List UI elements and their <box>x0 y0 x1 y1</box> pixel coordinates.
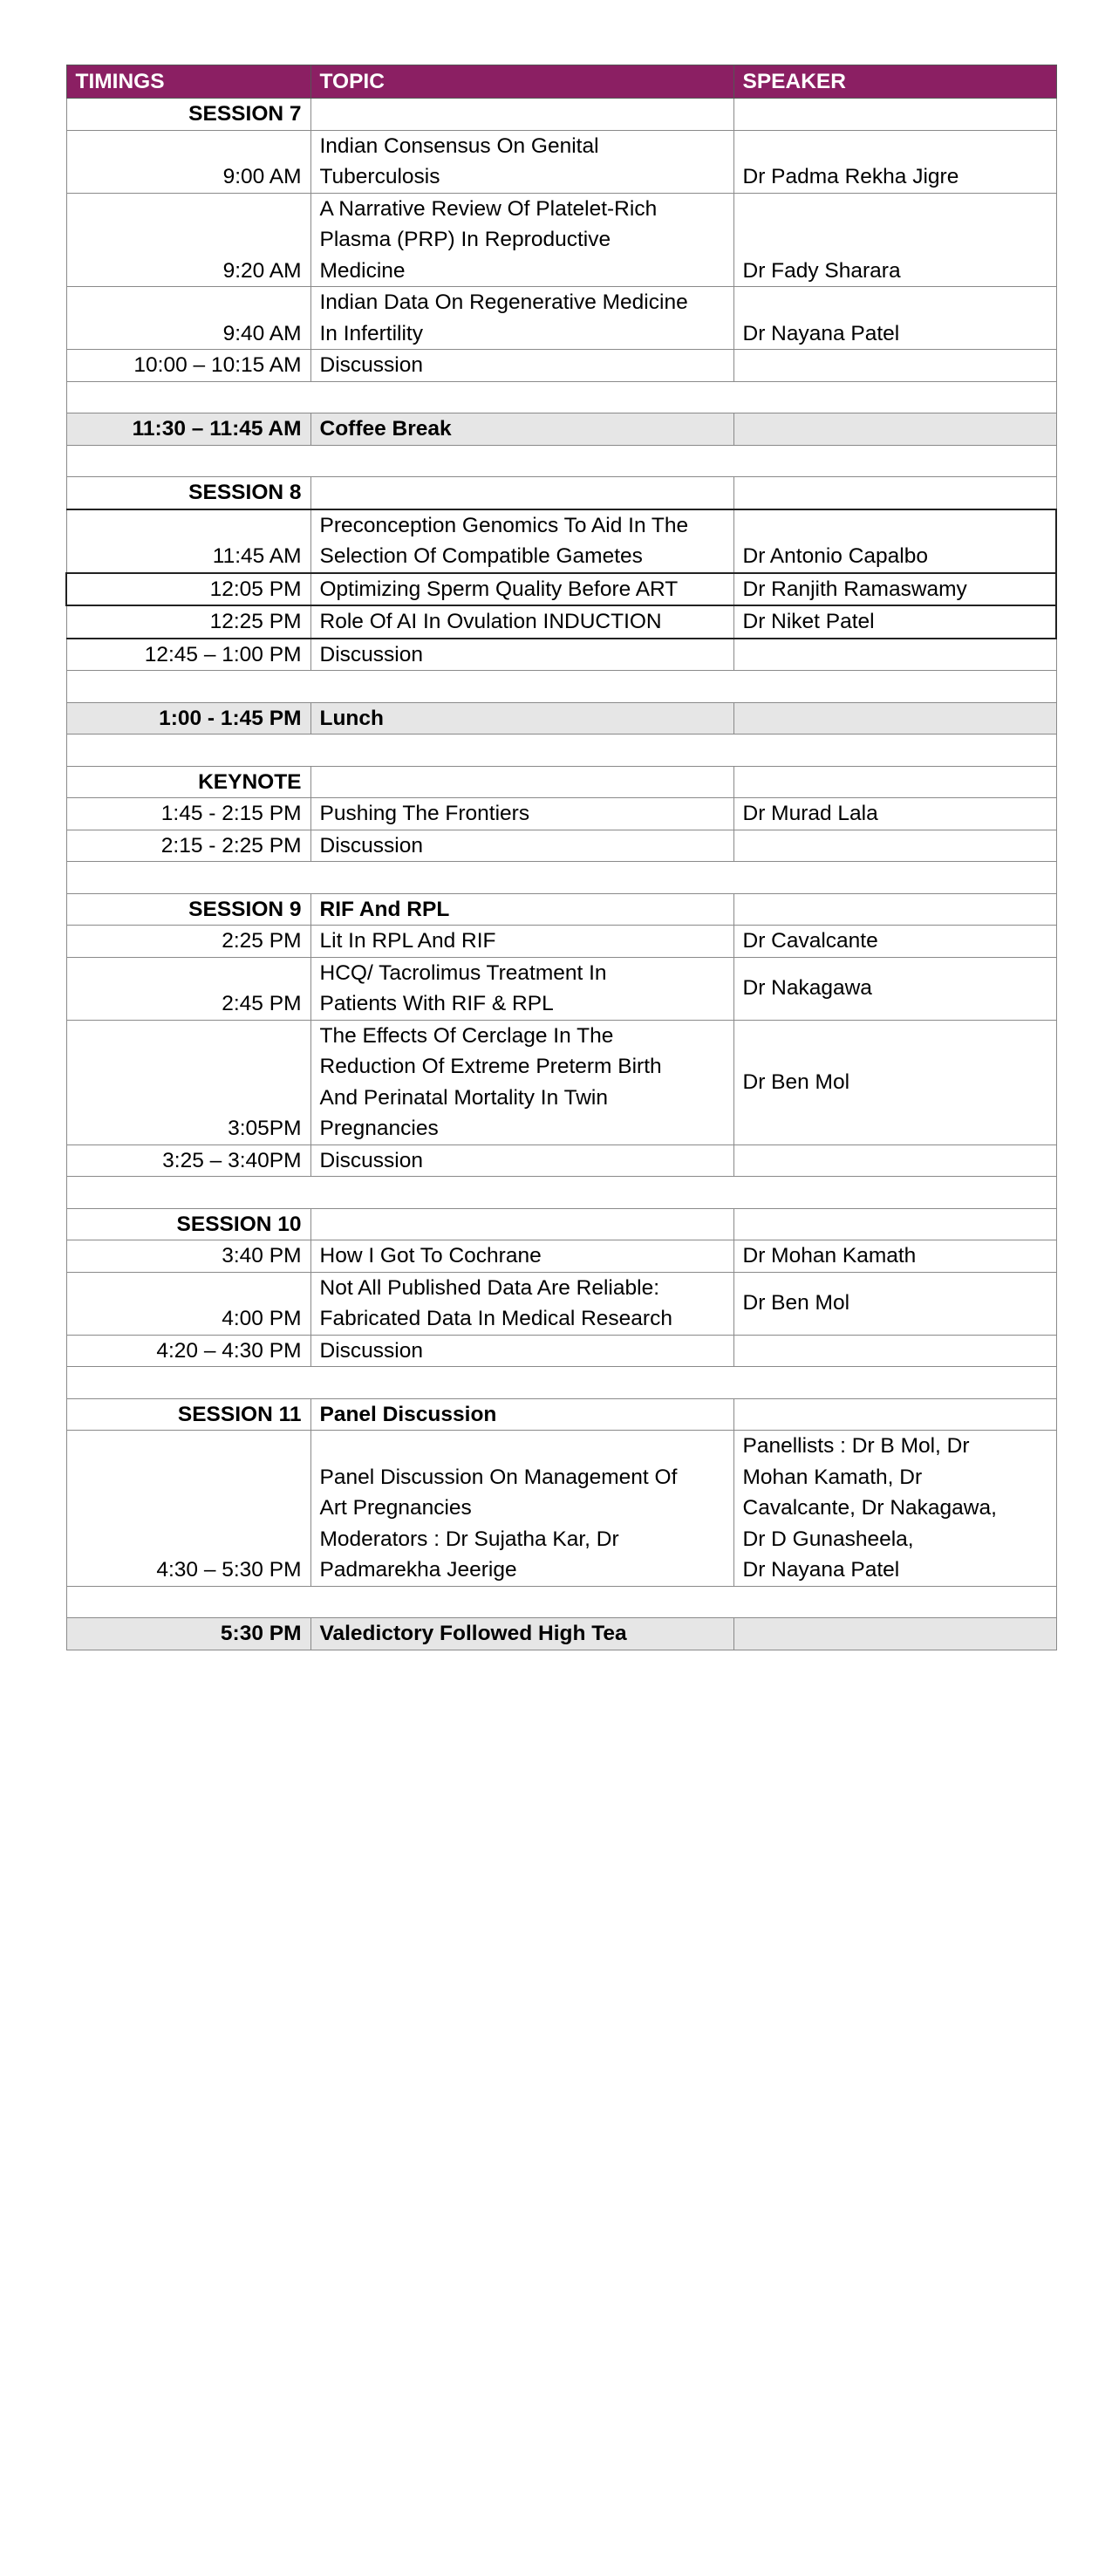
speaker-cell <box>733 1335 1056 1367</box>
topic-cell: Coffee Break <box>310 413 733 446</box>
table-row <box>66 798 1056 830</box>
table-row <box>66 1020 1056 1145</box>
topic-cell: Lunch <box>310 702 733 735</box>
table-row <box>66 287 1056 350</box>
time-cell: 2:15 - 2:25 PM <box>66 830 310 862</box>
time-cell: 9:00 AM <box>66 130 310 193</box>
speaker-line: Cavalcante, Dr Nakagawa, <box>742 1496 997 1520</box>
speaker-cell: Dr Nayana Patel <box>733 287 1056 350</box>
table-row <box>66 573 1056 606</box>
topic-line: Art Pregnancies <box>319 1496 472 1520</box>
time-cell: 9:20 AM <box>66 193 310 287</box>
header-row <box>66 65 1056 99</box>
speaker-cell <box>733 1145 1056 1177</box>
speaker-cell <box>733 639 1056 671</box>
session-speaker <box>733 1398 1056 1431</box>
topic-line: Fabricated Data In Medical Research <box>319 1307 672 1330</box>
topic-cell: Discussion <box>310 350 733 382</box>
table-row <box>66 509 1056 573</box>
time-cell: 3:25 – 3:40PM <box>66 1145 310 1177</box>
topic-cell <box>310 1431 733 1587</box>
topic-cell <box>310 509 733 573</box>
speaker-cell: Dr Ben Mol <box>733 1272 1056 1335</box>
table-row <box>66 350 1056 382</box>
spacer-row <box>66 735 1056 767</box>
table-row <box>66 1272 1056 1335</box>
topic-cell: Discussion <box>310 639 733 671</box>
table-row <box>66 1145 1056 1177</box>
time-cell: 5:30 PM <box>66 1618 310 1650</box>
topic-cell: Discussion <box>310 1145 733 1177</box>
speaker-cell: Dr Ben Mol <box>733 1020 1056 1145</box>
schedule-table <box>65 65 1057 1650</box>
speaker-line: Dr Nayana Patel <box>742 1558 900 1582</box>
time-cell: 12:05 PM <box>66 573 310 606</box>
topic-cell: How I Got To Cochrane <box>310 1240 733 1273</box>
topic-line: Plasma (PRP) In Reproductive <box>319 228 611 251</box>
topic-cell: Discussion <box>310 1335 733 1367</box>
topic-cell: Optimizing Sperm Quality Before ART <box>310 573 733 606</box>
topic-cell: Role Of AI In Ovulation INDUCTION <box>310 605 733 639</box>
time-cell: 12:25 PM <box>66 605 310 639</box>
header-speaker: SPEAKER <box>733 65 1056 99</box>
topic-line: Patients With RIF & RPL <box>319 992 554 1015</box>
speaker-cell: Dr Nakagawa <box>733 957 1056 1020</box>
topic-cell: Valedictory Followed High Tea <box>310 1618 733 1650</box>
table-row <box>66 639 1056 671</box>
topic-line: Reduction Of Extreme Preterm Birth <box>319 1055 662 1078</box>
spacer-cell <box>66 671 1056 703</box>
header-timings: TIMINGS <box>66 65 310 99</box>
session-label: SESSION 10 <box>66 1208 310 1240</box>
speaker-cell: Dr Cavalcante <box>733 926 1056 958</box>
table-row <box>66 130 1056 193</box>
speaker-line: Mohan Kamath, Dr <box>742 1465 923 1489</box>
session-11-header <box>66 1398 1056 1431</box>
topic-cell <box>310 1020 733 1145</box>
table-row <box>66 957 1056 1020</box>
topic-line: HCQ/ Tacrolimus Treatment In <box>319 960 607 985</box>
table-row <box>66 605 1056 639</box>
session-9-header <box>66 893 1056 926</box>
topic-line: Indian Consensus On Genital <box>319 133 599 158</box>
table-row <box>66 926 1056 958</box>
time-cell: 9:40 AM <box>66 287 310 350</box>
time-cell: 1:00 - 1:45 PM <box>66 702 310 735</box>
session-title: RIF And RPL <box>310 893 733 926</box>
speaker-cell: Dr Antonio Capalbo <box>733 509 1056 573</box>
time-cell: 11:30 – 11:45 AM <box>66 413 310 446</box>
topic-cell <box>310 1272 733 1335</box>
speaker-cell <box>733 830 1056 862</box>
spacer-row <box>66 381 1056 413</box>
topic-line: And Perinatal Mortality In Twin <box>319 1085 608 1110</box>
speaker-cell: Dr Padma Rekha Jigre <box>733 130 1056 193</box>
time-cell: 12:45 – 1:00 PM <box>66 639 310 671</box>
speaker-cell: Dr Mohan Kamath <box>733 1240 1056 1273</box>
session-title <box>310 1208 733 1240</box>
topic-cell <box>310 193 733 287</box>
spacer-cell <box>66 1367 1056 1399</box>
keynote-header <box>66 766 1056 798</box>
speaker-cell <box>733 1431 1056 1587</box>
session-title <box>310 766 733 798</box>
time-cell: 3:05PM <box>66 1020 310 1145</box>
topic-line: A Narrative Review Of Platelet-Rich <box>319 196 658 221</box>
time-cell: 4:20 – 4:30 PM <box>66 1335 310 1367</box>
spacer-row <box>66 445 1056 477</box>
time-cell: 4:00 PM <box>66 1272 310 1335</box>
topic-line: Indian Data On Regenerative Medicine <box>319 290 688 314</box>
table-row <box>66 1335 1056 1367</box>
spacer-cell <box>66 1177 1056 1209</box>
header-topic: TOPIC <box>310 65 733 99</box>
speaker-cell: Dr Murad Lala <box>733 798 1056 830</box>
session-label: SESSION 9 <box>66 893 310 926</box>
time-cell: 4:30 – 5:30 PM <box>66 1431 310 1587</box>
spacer-row <box>66 862 1056 894</box>
session-label: SESSION 11 <box>66 1398 310 1431</box>
spacer-row <box>66 1177 1056 1209</box>
topic-line: In Infertility <box>319 321 423 345</box>
spacer-row <box>66 671 1056 703</box>
session-8-header <box>66 477 1056 509</box>
speaker-line: Panellists : Dr B Mol, Dr <box>742 1434 970 1458</box>
spacer-row <box>66 1367 1056 1399</box>
session-speaker <box>733 99 1056 131</box>
session-title <box>310 99 733 131</box>
session-speaker <box>733 766 1056 798</box>
topic-line: Padmarekha Jeerige <box>319 1558 517 1582</box>
session-10-header <box>66 1208 1056 1240</box>
speaker-cell <box>733 413 1056 446</box>
session-label: KEYNOTE <box>66 766 310 798</box>
speaker-cell <box>733 702 1056 735</box>
spacer-cell <box>66 381 1056 413</box>
speaker-cell: Dr Niket Patel <box>733 605 1056 639</box>
topic-line: Selection Of Compatible Gametes <box>319 544 643 568</box>
lunch-row <box>66 702 1056 735</box>
table-row <box>66 830 1056 862</box>
topic-line: Moderators : Dr Sujatha Kar, Dr <box>319 1527 619 1551</box>
topic-cell: Lit In RPL And RIF <box>310 926 733 958</box>
time-cell: 2:45 PM <box>66 957 310 1020</box>
table-row <box>66 1431 1056 1587</box>
speaker-line: Dr D Gunasheela, <box>742 1527 914 1551</box>
session-title <box>310 477 733 509</box>
topic-line: Medicine <box>319 258 406 283</box>
session-speaker <box>733 1208 1056 1240</box>
topic-line: Pregnancies <box>319 1117 439 1140</box>
topic-line: Preconception Genomics To Aid In The <box>319 513 689 537</box>
coffee-break-row <box>66 413 1056 446</box>
valedictory-row <box>66 1618 1056 1650</box>
spacer-cell <box>66 445 1056 477</box>
table-row <box>66 193 1056 287</box>
time-cell: 1:45 - 2:15 PM <box>66 798 310 830</box>
time-cell: 3:40 PM <box>66 1240 310 1273</box>
speaker-cell: Dr Ranjith Ramaswamy <box>733 573 1056 606</box>
session-label: SESSION 8 <box>66 477 310 509</box>
table-row <box>66 1240 1056 1273</box>
speaker-cell <box>733 350 1056 382</box>
session-title: Panel Discussion <box>310 1398 733 1431</box>
session-7-header <box>66 99 1056 131</box>
session-speaker <box>733 477 1056 509</box>
topic-cell <box>310 130 733 193</box>
speaker-cell <box>733 1618 1056 1650</box>
time-cell: 10:00 – 10:15 AM <box>66 350 310 382</box>
spacer-cell <box>66 862 1056 894</box>
topic-cell <box>310 957 733 1020</box>
topic-line: Tuberculosis <box>319 165 440 188</box>
spacer-cell <box>66 735 1056 767</box>
time-cell: 11:45 AM <box>66 509 310 573</box>
topic-line: Not All Published Data Are Reliable: <box>319 1275 659 1300</box>
topic-cell: Pushing The Frontiers <box>310 798 733 830</box>
session-speaker <box>733 893 1056 926</box>
session-label: SESSION 7 <box>66 99 310 131</box>
topic-cell: Discussion <box>310 830 733 862</box>
spacer-row <box>66 1586 1056 1618</box>
topic-line: The Effects Of Cerclage In The <box>319 1023 614 1048</box>
topic-line: Panel Discussion On Management Of <box>319 1465 678 1489</box>
spacer-cell <box>66 1586 1056 1618</box>
topic-cell <box>310 287 733 350</box>
time-cell: 2:25 PM <box>66 926 310 958</box>
speaker-cell: Dr Fady Sharara <box>733 193 1056 287</box>
